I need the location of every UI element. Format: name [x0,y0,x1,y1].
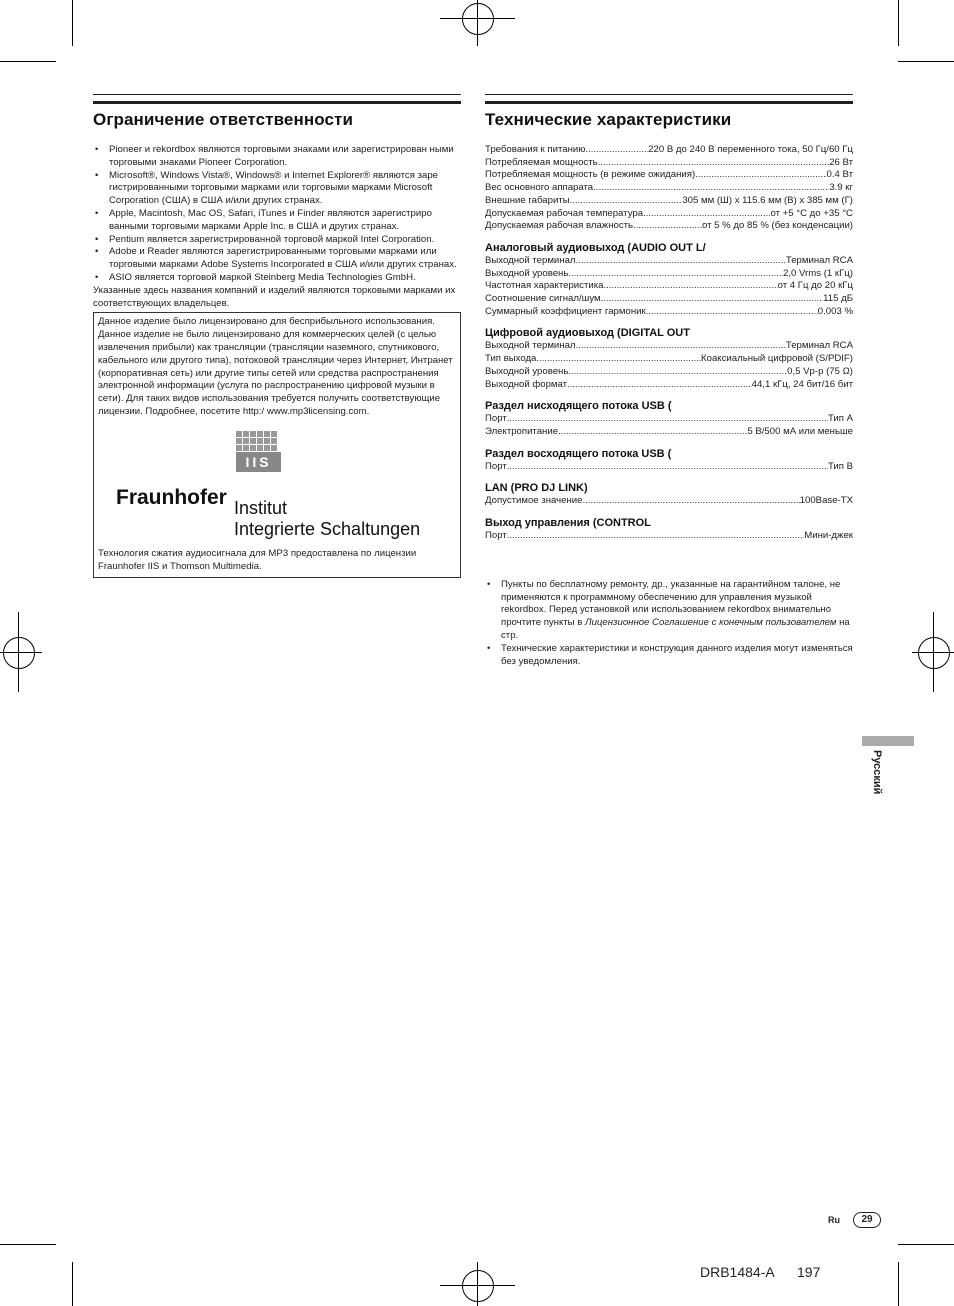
document-page: 197 [797,1264,821,1280]
spec-label: Порт [485,413,507,425]
spec-section-title: Выход управления (CONTROL [485,517,651,530]
leader-dots [507,461,828,474]
registration-mark-line [440,1285,515,1286]
crop-mark [898,1244,954,1245]
spec-label: Тип выхода [485,353,537,365]
leader-dots [603,280,777,293]
list-item: • Pentium является зарегистрированной торговой маркой Intel Corporation. [93,234,461,247]
spec-value: от 4 Гц до 20 кГц [777,280,853,292]
spec-label: Допускаемая рабочая температура [485,207,644,219]
license-box [93,312,461,578]
spec-row [485,157,853,170]
crop-mark [898,61,954,62]
registration-mark [462,3,494,35]
leader-dots [598,157,830,170]
spec-row [485,340,853,353]
crop-mark [0,1244,56,1245]
list-item: • Apple, Macintosh, Mac OS, Safari, iTunes и Finder являются зарегистриро ванными торговыми марками Apple Inc. в США и других странах. [93,208,461,234]
spec-row [485,379,853,392]
spec-section-title: Раздел восходящего потока USB ( [485,447,672,460]
spec-label: Выходной уровень [485,365,569,377]
spec-label: Допускаемая рабочая влажность [485,220,634,232]
leader-dots [576,255,786,268]
specs-title: Технические характеристики [485,110,732,129]
spec-row [485,268,853,281]
leader-dots [593,182,829,195]
license-text: Данное изделие было лицензировано для бесприбыльного использования. Данное изделие не было лицензировано для коммерческих целей (с целью извлечения прибыли) как трансляции (трансляции наземного, спутникового, кабельного или другого типа), потоковой трансляции через Интернет, Интранет (корпоративная сеть) или другие типы сетей или средства распространения электронной информации (услуга по распространению цифровой музыки в сети). Для таких видов использования требуется получить соответствующие лицензии. Подробнее, посетите http:/ www.mp3licensing.com. [98,316,453,417]
note-italic: Лицензионное Соглашение с конечным пользователем [585,617,837,629]
spec-row [485,293,853,306]
spec-row [485,426,853,439]
spec-value: от +5 °C до +35 °C [770,207,853,219]
spec-row [485,353,853,366]
spec-row [485,144,853,157]
leader-dots [568,268,783,281]
list-item: • Технические характеристики и конструкция данного изделия могут изменяться без уведомления. [485,643,853,669]
language-tab [862,736,914,746]
mp3-license-text: Технология сжатия аудиосигнала для MP3 предоставлена по лицензии Fraunhofer IIS и Thomson Multimedia. [98,547,417,572]
spec-row [485,208,853,221]
language-code: Ru [828,1215,840,1225]
spec-label: Выходной терминал [485,254,576,266]
leader-dots [567,379,752,392]
spec-section-title: LAN (PRO DJ LINK) [485,482,588,495]
registration-mark-line [440,18,515,19]
crop-mark [72,0,73,46]
leader-dots [568,366,787,379]
spec-label: Порт [485,530,507,542]
leader-dots [507,530,804,543]
leader-dots [570,195,683,208]
spec-row [485,220,853,233]
spec-value: 0,5 Vp-p (75 Ω) [787,365,853,377]
notes-list [485,579,853,669]
leader-dots [695,169,826,182]
spec-label: Выходной терминал [485,340,576,352]
leader-dots [582,495,799,508]
spec-value: Тип B [827,460,853,472]
crop-mark [898,0,899,46]
spec-label: Допустимое значение [485,495,583,507]
spec-label: Вес основного аппарата [485,182,594,194]
spec-value: Тип A [827,413,853,425]
fraunhofer-institut: Institut [234,497,288,518]
note-text: Пункты по бесплатному ремонту, др., указанные на гарантийном талоне, не применяются к программному обеспечению для управления музыкой rekordbox. Перед установкой или использованием rekordbox внимательно прочтите пункты в [501,578,841,629]
spec-value: 5 В/500 мА или меньше [747,425,853,437]
spec-section-title: Цифровой аудиовыход (DIGITAL OUT [485,327,690,340]
list-item: • Microsoft®, Windows Vista®, Windows® и Internet Explorer® являются заре гистрированными торговыми марками или торговыми марками Microsoft Corporation (США) в США и/или других странах. [93,170,461,208]
spec-label: Потребляемая мощность (в режиме ожидания) [485,169,696,181]
list-item: • Adobe и Reader являются зарегистрированными торговыми марками или торговыми марками Adobe Systems Incorporated в США и/или других странах. [93,246,461,272]
note-text: на стр. [501,617,850,641]
registration-mark [918,637,950,669]
fraunhofer-wordmark: Fraunhofer [116,485,227,509]
spec-row [485,413,853,426]
crop-mark [898,1262,899,1306]
spec-row [485,169,853,182]
spec-label: Порт [485,460,507,472]
spec-value: 115 дБ [823,293,853,305]
spec-row [485,306,853,319]
section-rule [485,94,853,104]
spec-section-title: Раздел нисходящего потока USB ( [485,400,672,413]
leader-dots [507,413,828,426]
spec-label: Выходной формат [485,378,568,390]
spec-row [485,461,853,474]
page-number: 29 [853,1212,881,1228]
spec-label: Электропитание [485,425,559,437]
specs-column [485,94,853,668]
spec-label: Соотношение сигнал/шум [485,293,601,305]
spec-section-title: Аналоговый аудиовыход (AUDIO OUT L/ [485,241,706,254]
list-item: • ASIO является торговой маркой Steinberg Media Technologies GmbH. [93,272,461,285]
registration-mark-line [0,652,42,653]
spec-value: Терминал RCA [785,340,853,352]
registration-mark [3,637,35,669]
spec-value: 100Base-TX [799,495,853,507]
leader-dots [601,293,824,306]
leader-dots [646,306,818,319]
spec-label: Внешние габариты [485,194,570,206]
crop-mark [0,61,56,62]
leader-dots [536,353,701,366]
iis-logo-grid [236,431,277,451]
spec-value: 44,1 кГц, 24 бит/16 бит [751,378,853,390]
spec-value: 26 Вт [829,156,853,168]
registration-mark-line [912,652,954,653]
spec-row [485,530,853,543]
spec-value: 2,0 Vrms (1 кГц) [783,267,853,279]
list-item [485,579,853,643]
spec-row [485,366,853,379]
leader-dots [643,208,770,221]
spec-value: от 5 % до 85 % (без конденсации) [702,220,853,232]
document-id: DRB1484-A [700,1264,775,1280]
registration-mark-line [477,1262,478,1306]
spec-value: Мини-джек [804,530,853,542]
section-rule [93,94,461,104]
spec-row [485,255,853,268]
spec-value: 0.003 % [817,305,853,317]
leader-dots [576,340,786,353]
leader-dots [633,220,702,233]
spec-label: Потребляемая мощность [485,156,598,168]
spec-row [485,195,853,208]
language-label: Русский [871,750,883,795]
trademark-note: Указанные здесь названия компаний и изделий являются торковыми марками их соответствующих владельцев. [93,284,456,309]
leader-dots [558,426,747,439]
trademark-list [93,144,461,285]
spec-row [485,182,853,195]
disclaimer-column [93,94,461,578]
list-item: • Pioneer и rekordbox являются торговыми знаками или зарегистрирован ными торговыми знаками Pioneer Corporation. [93,144,461,170]
spec-row [485,280,853,293]
registration-mark [462,1270,494,1302]
spec-label: Выходной уровень [485,267,569,279]
crop-mark [72,1262,73,1306]
spec-sections [485,242,853,543]
iis-logo [236,431,456,472]
iis-logo-label: IIS [236,452,281,472]
fraunhofer-schaltungen: Integrierte Schaltungen [234,518,421,539]
fraunhofer-logo [98,486,456,548]
spec-value: Коаксиальный цифровой (S/PDIF) [701,353,853,365]
spec-value: 3.9 кг [829,182,853,194]
spec-value: Терминал RCA [785,254,853,266]
spec-row [485,495,853,508]
general-specs [485,144,853,233]
spec-value: 220 В до 240 В переменного тока, 50 Гц/60 Гц [648,144,853,155]
spec-value: 0.4 Вт [826,169,853,181]
registration-mark-line [477,0,478,46]
spec-label: Суммарный коэффициент гармоник [485,305,646,317]
leader-dots [585,144,648,157]
spec-value: 305 мм (Ш) x 115.6 мм (В) x 385 мм (Г) [682,194,853,206]
spec-label: Требования к питанию [485,144,586,155]
disclaimer-title: Ограничение ответственности [93,110,354,129]
spec-label: Частотная характеристика [485,280,604,292]
